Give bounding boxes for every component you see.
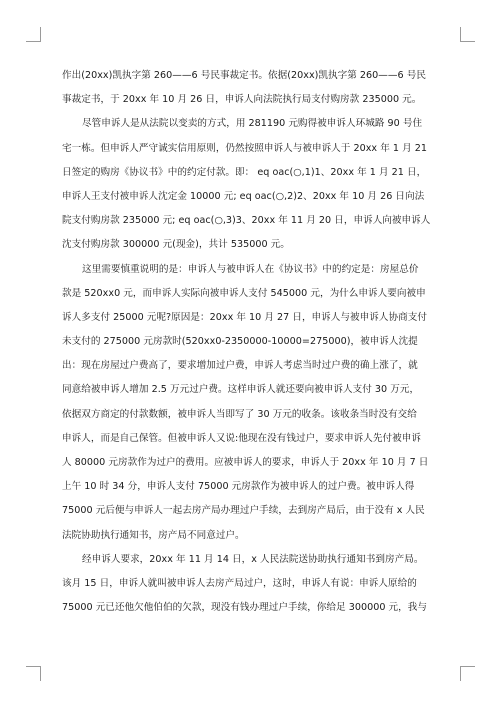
text-line: 经申诉人要求，20xx 年 11 月 14 日，x 人民法院送协助执行通知书到房产局。 — [82, 553, 424, 565]
text-line: 诉人多支付 25000 元呢?原因是：20xx 年 10 月 27 日，申诉人与被申诉人协商支付 — [62, 311, 427, 323]
text-line: 款是 520xx0 元，而申诉人实际向被申诉人支付 545000 元，为什么申诉人要向被申 — [62, 287, 426, 299]
text-line: 同意给被申诉人增加 2.5 万元过户费。这样申诉人就还要向被申诉人支付 30 万元， — [62, 384, 420, 396]
crop-mark-bottom-left — [26, 666, 41, 681]
text-line: 沈支付购房款 300000 元(现金)，共计 535000 元。 — [62, 239, 290, 251]
text-line: 法院协助执行通知书，房产局不同意过户。 — [62, 529, 245, 541]
text-line: 事裁定书，于 20xx 年 10 月 26 日，申诉人向法院执行局支付购房款 235000 元。 — [62, 94, 422, 106]
text-line: 人 80000 元房款作为过户的费用。应被申诉人的要求，申诉人于 20xx 年 10 月 7 日 — [62, 457, 429, 468]
text-line: 该月 15 日，申诉人就叫被申诉人去房产局过户，这时，申诉人有说：申诉人原给的 — [62, 577, 417, 589]
text-line: 未支付的 275000 元房款时(520xx0-2350000-10000=275000)，被申诉人沈提 — [62, 336, 418, 348]
text-line: 上午 10 时 34 分，申诉人支付 75000 元房款作为被申诉人的过户费。被申诉人得 — [62, 481, 415, 493]
text-line: 宅一栋。但申诉人严守诚实信用原则，仍然按照申诉人与被申诉人于 20xx 年 1 月 21 — [62, 142, 428, 154]
text-line: 尽管申诉人是从法院以变卖的方式，用 281190 元购得被申诉人环城路 90 号住 — [82, 118, 423, 130]
text-line: 作出(20xx)凯执字第 260——6 号民事裁定书。依据(20xx)凯执字第 260——6 号民 — [62, 70, 426, 81]
crop-mark-top-left — [26, 27, 41, 42]
text-line: 75000 元后便与申诉人一起去房产局办理过户手续，去到房产局后，由于没有 x 人民 — [62, 505, 425, 517]
text-line: 日签定的购房《协议书》中的约定付款。即： eq oac(○,1)1、20xx 年 1 月 21 日， — [62, 166, 427, 178]
document-body — [62, 64, 448, 620]
text-line: 75000 元已还他欠他伯伯的欠款，现没有钱办理过户手续，你给足 300000 元，我与 — [62, 602, 427, 614]
crop-mark-bottom-right — [460, 666, 475, 681]
crop-mark-top-right — [460, 27, 475, 42]
text-line: 申诉人，而是自己保管。但被申诉人又说:他现在没有钱过户，要求申诉人先付被申诉 — [62, 432, 421, 444]
text-line: 院支付购房款 235000 元; eq oac(○,3)3、20xx 年 11 月 20 日，申诉人向被申诉人 — [62, 215, 431, 227]
text-line: 出：现在房屋过户费高了，要求增加过户费，申诉人考虑当时过户费的确上涨了，就 — [62, 360, 418, 372]
text-line: 这里需要慎重说明的是：申诉人与被申诉人在《协议书》中的约定是：房屋总价 — [82, 263, 419, 275]
text-line: 依据双方商定的付款数额，被申诉人当即写了 30 万元的收条。该收条当时没有交给 — [62, 408, 417, 420]
text-line: 申诉人王支付被申诉人沈定金 10000 元; eq oac(○,2)2、20xx 年 10 月 26 日向法 — [62, 190, 425, 202]
